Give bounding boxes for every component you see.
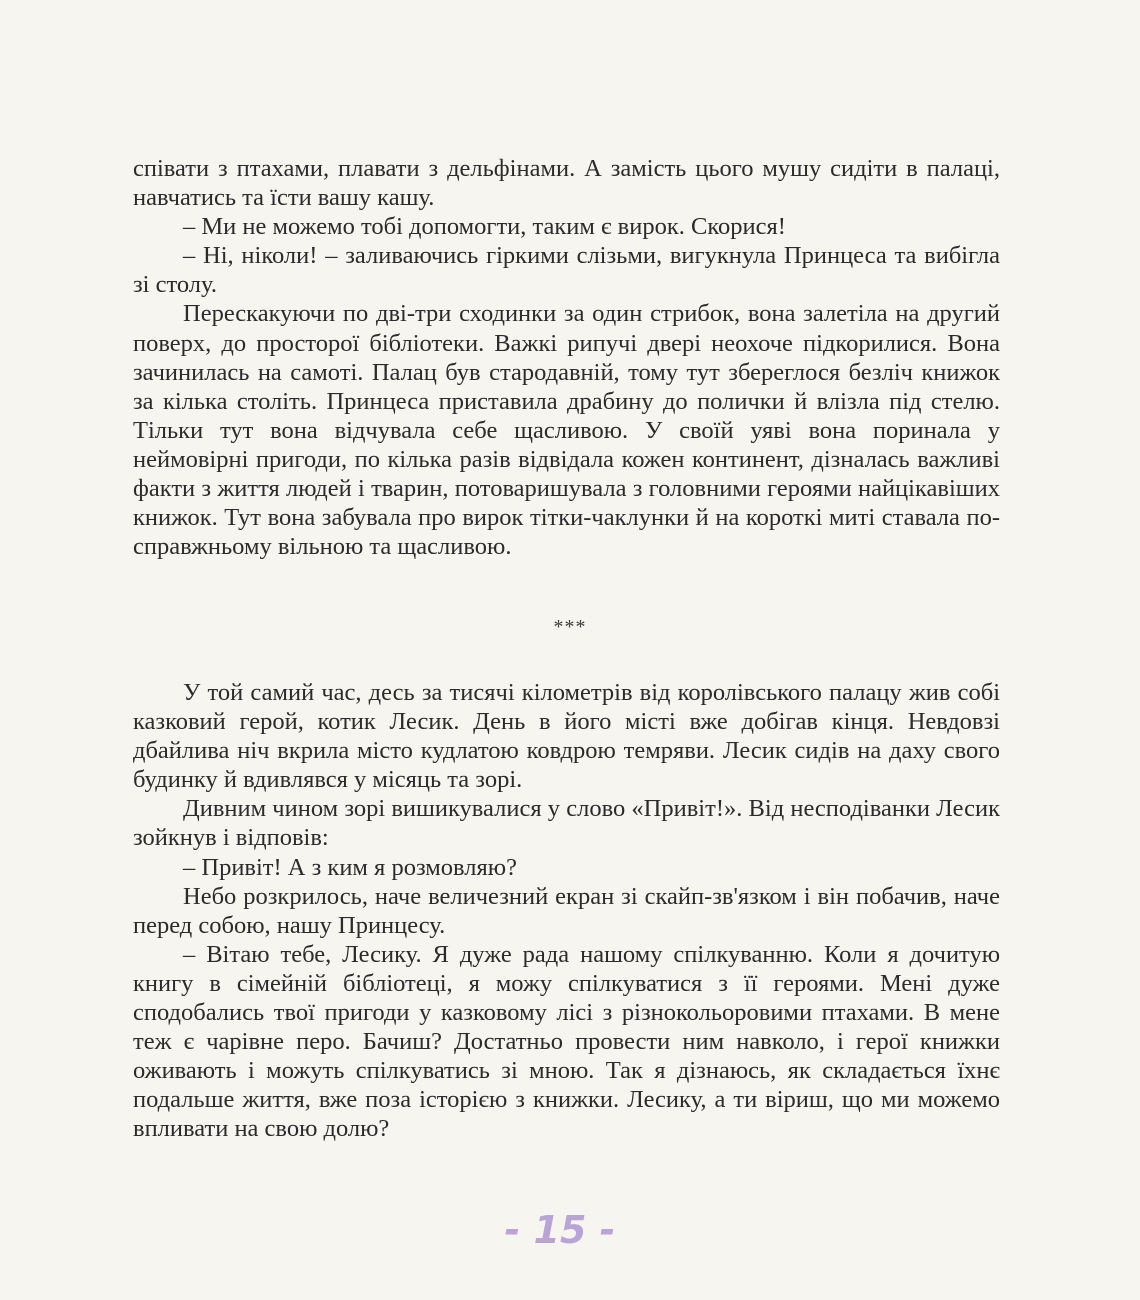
paragraph: Перескакуючи по дві-три сходинки за один стрибок, вона залетіла на другий поверх, до просторої бібліотеки. Важкі рипучі двері неохоче підкорилися. Вона зачинилась на самоті. Палац був стародавній, тому тут збереглося безліч книжок за кілька століть. Принцеса приставила драбину до полички й влізла під стелю. Тільки тут вона відчувала себе щасливою. У своїй уяві вона поринала у неймовірні пригоди, по кілька разів відвідала кожен континент, дізналась важливі факти з життя людей і тварин, потоваришувала з головними героями найцікавіших книжок. Тут вона забувала про вирок тітки-чаклунки й на короткі миті ставала по-справжньому вільною та щасливою. [133, 300, 1000, 561]
text-block-top [133, 154, 1000, 561]
paragraph: – Привіт! А з ким я розмовляю? [183, 853, 517, 881]
paragraph: У той самий час, десь за тисячі кілометрів від королівського палацу жив собі казковий герой, котик Лесик. День в його місті вже добігав кінця. Невдовзі дбайлива ніч вкрила місто кудлатою ковдрою темряви. Лесик сидів на даху свого будинку й вдивлявся у місяць та зорі. [133, 679, 1000, 794]
paragraph: – Вітаю тебе, Лесику. Я дуже рада нашому спілкуванню. Коли я дочитую книгу в сімейній бібліотеці, я можу спілкуватися з її героями. Мені дуже сподобались твої пригоди у казковому лісі з різнокольоровими птахами. В мене теж є чарівне перо. Бачиш? Достатньо провести ним навколо, і герої книжки оживають і можуть спілкуватись зі мною. Так я дізнаюсь, як складається їхнє подальше життя, вже поза історією з книжки. Лесику, а ти віриш, що ми можемо впливати на свою долю? [133, 940, 1000, 1143]
paragraph: Дивним чином зорі вишикувалися у слово «Привіт!». Від несподіванки Лесик зойкнув і відповів: [133, 795, 1000, 852]
paragraph: – Ми не можемо тобі допомогти, таким є вирок. Скорися! [183, 213, 786, 241]
text-block-bottom [133, 678, 1000, 1144]
paragraph: – Ні, ніколи! – заливаючись гіркими слізьми, вигукнула Принцеса та вибігла зі столу. [133, 242, 1000, 299]
paragraph: співати з птахами, плавати з дельфінами. А замість цього мушу сидіти в палаці, навчатись та їсти вашу кашу. [133, 155, 1000, 212]
paragraph: Небо розкрилось, наче величезний екран зі скайп-зв'язком і він побачив, наче перед собою, нашу Принцесу. [133, 882, 1000, 939]
section-separator: *** [553, 616, 587, 638]
page-number: - 15 - [504, 1208, 616, 1252]
